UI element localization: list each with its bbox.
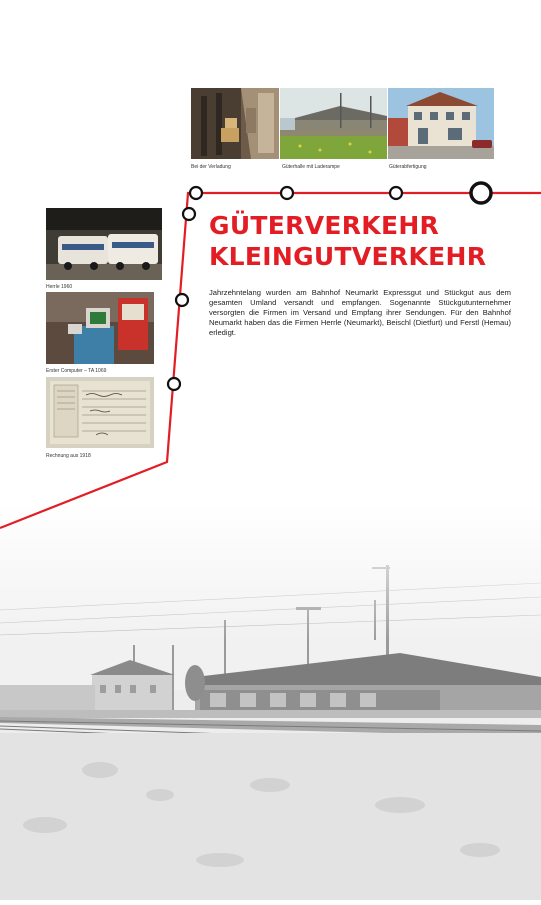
caption-first-computer: Erster Computer – TA 1069 (46, 368, 107, 374)
caption-freight-office: Güterabfertigung (389, 164, 427, 170)
photo-loading (191, 88, 279, 159)
caption-herrle: Herrle 1960 (46, 284, 73, 290)
background-photo-freight-hall (0, 505, 541, 900)
caption-freight-hall-ramp: Güterhalle mit Laderampe (282, 164, 340, 170)
photo-freight-hall-ramp (280, 88, 387, 159)
page-title (209, 210, 486, 272)
photo-first-computer (46, 292, 154, 364)
caption-invoice: Rechnung aus 1918 (46, 453, 91, 459)
caption-loading: Bei der Verladung (191, 164, 231, 170)
station-marker (168, 378, 180, 390)
photo-herrle-truck (46, 208, 162, 280)
station-marker (190, 187, 202, 199)
station-marker (390, 187, 402, 199)
title-line-1: GÜTERVERKEHR (209, 211, 440, 240)
photo-freight-office (388, 88, 494, 159)
station-marker (176, 294, 188, 306)
title-line-2: KLEINGUTVERKEHR (209, 242, 487, 271)
photo-invoice-1918 (46, 377, 154, 448)
station-marker (183, 208, 195, 220)
station-marker (281, 187, 293, 199)
body-text: Jahrzehntelang wurden am Bahnhof Neumarkt Expressgut und Stückgut aus dem gesamten Umland versandt und empfangen. Sogenannte Stückgutunternehmer versorgten die Firmen im Versand und Empfang ihrer Sendungen. Für den Bahnhof Neumarkt haben das die Firmen Herrle (Neumarkt), Beischl (Dietfurt) und Ferstl (Hemau) erledigt. (209, 288, 511, 337)
current-station-marker (471, 183, 491, 203)
